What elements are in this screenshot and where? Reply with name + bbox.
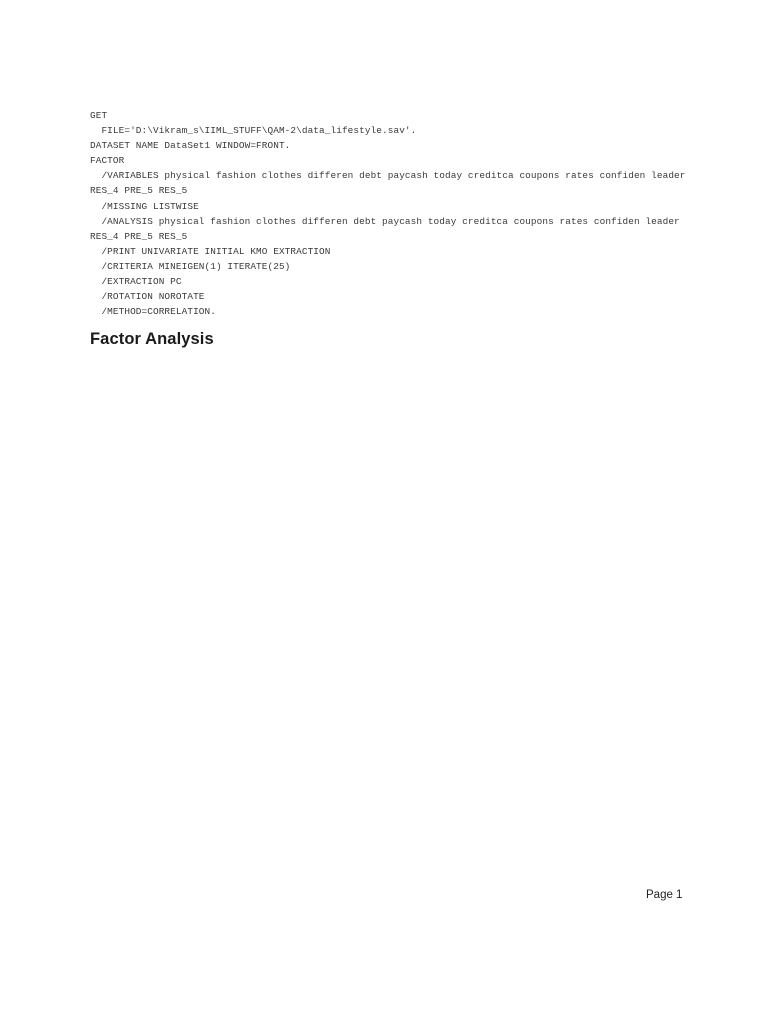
syntax-line: DATASET NAME DataSet1 WINDOW=FRONT. [90, 140, 291, 152]
syntax-line: /EXTRACTION PC [90, 276, 182, 288]
section-heading: Factor Analysis [90, 330, 214, 348]
page-number: Page 1 [646, 889, 683, 901]
syntax-line: GET [90, 110, 108, 121]
syntax-line: /ROTATION NOROTATE [90, 291, 205, 303]
syntax-block [90, 108, 750, 319]
syntax-line: FILE='D:\Vikram_s\IIML_STUFF\QAM-2\data_lifestyle.sav'. [90, 125, 417, 137]
syntax-line: /PRINT UNIVARIATE INITIAL KMO EXTRACTION [90, 245, 331, 257]
syntax-line: /CRITERIA MINEIGEN(1) ITERATE(25) [90, 260, 291, 272]
syntax-line: FACTOR [90, 155, 125, 167]
syntax-line: /ANALYSIS physical fashion clothes differen debt paycash today creditca coupons rates confiden leader [90, 215, 680, 227]
syntax-line: RES_4 PRE_5 RES_5 [90, 230, 188, 242]
syntax-line: /VARIABLES physical fashion clothes differen debt paycash today creditca coupons rates confiden leader [90, 170, 686, 182]
syntax-line: /METHOD=CORRELATION. [90, 306, 216, 318]
syntax-line: RES_4 PRE_5 RES_5 [90, 185, 188, 197]
syntax-line: /MISSING LISTWISE [90, 200, 199, 212]
